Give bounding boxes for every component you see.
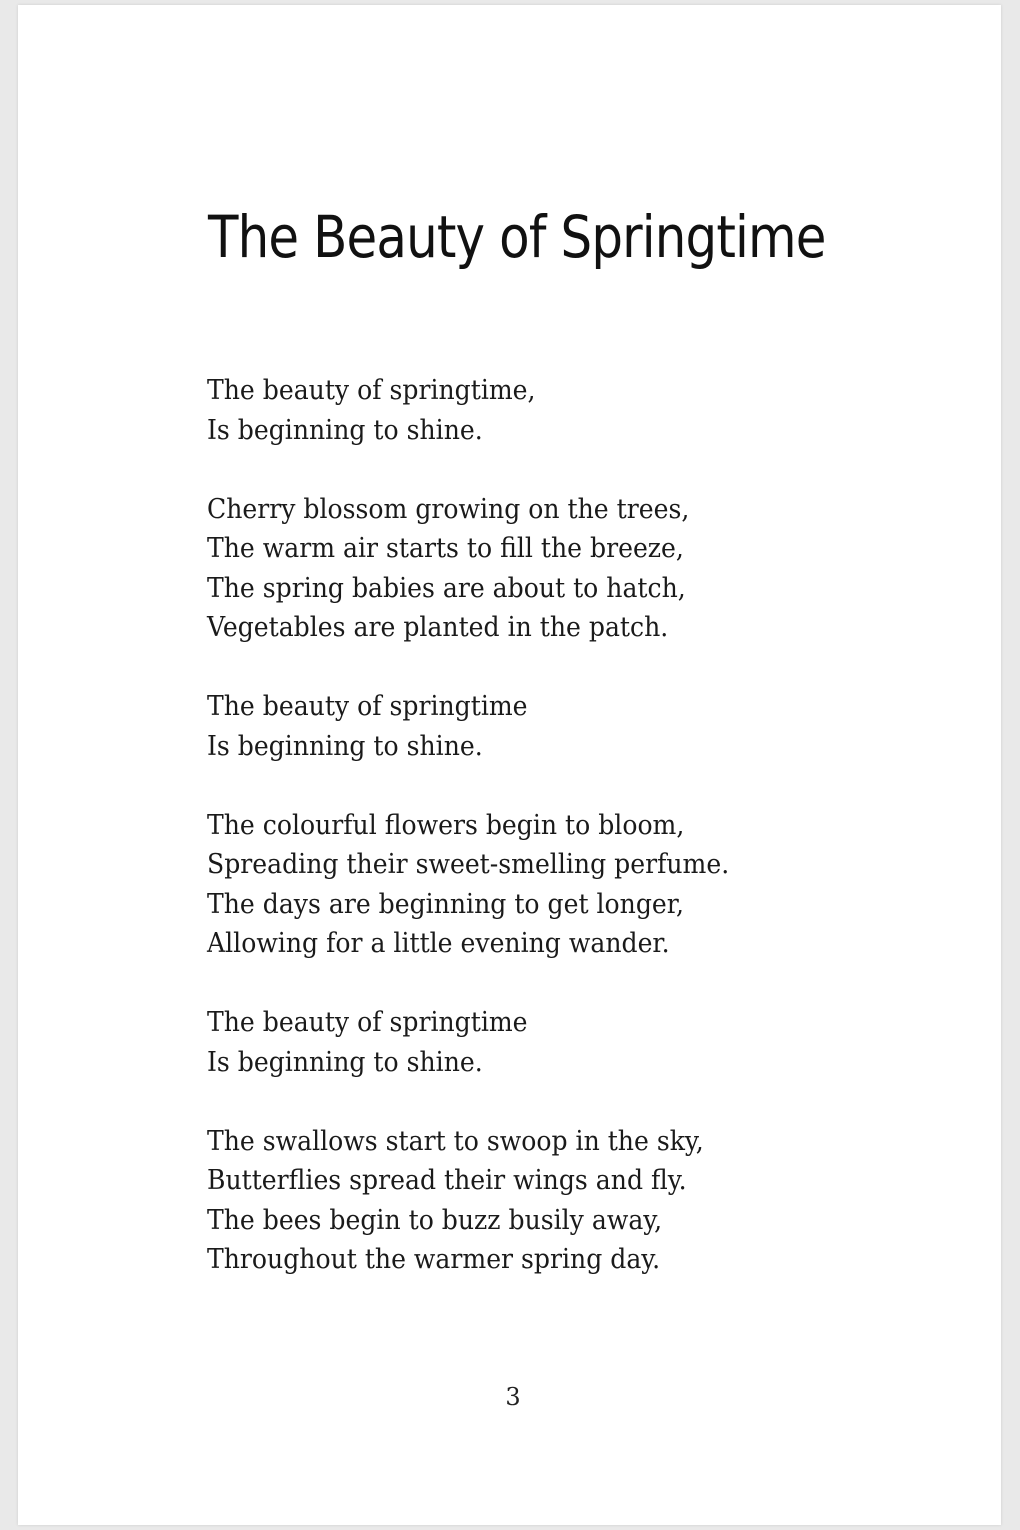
poem-line: Spreading their sweet-smelling perfume.	[207, 849, 730, 880]
stanza-4	[207, 806, 907, 964]
stanza-2	[207, 490, 907, 648]
poem-line: The swallows start to swoop in the sky,	[207, 1125, 704, 1157]
book-page	[18, 5, 1001, 1525]
poem-line: The bees begin to buzz busily away,	[207, 1204, 663, 1236]
poem-line: Allowing for a little evening wander.	[207, 928, 670, 959]
poem-line: Butterflies spread their wings and fly.	[207, 1165, 687, 1196]
poem-line: The warm air starts to fill the breeze,	[207, 533, 684, 564]
poem-line: Is beginning to shine.	[207, 414, 483, 446]
stanza-5	[207, 1003, 907, 1082]
poem-line: Is beginning to shine.	[207, 730, 483, 762]
poem-body	[207, 371, 907, 1319]
page-number: 3	[505, 1383, 521, 1411]
poem-line: The days are beginning to get longer,	[207, 888, 685, 920]
stanza-3	[207, 687, 907, 766]
poem-line: Vegetables are planted in the patch.	[207, 612, 669, 643]
stanza-1	[207, 371, 907, 450]
poem-line: Is beginning to shine.	[207, 1046, 483, 1078]
poem-line: The beauty of springtime	[207, 691, 528, 722]
stanza-6	[207, 1122, 907, 1280]
poem-line: The colourful flowers begin to bloom,	[207, 809, 685, 841]
poem-line: The beauty of springtime,	[207, 375, 536, 406]
poem-line: The beauty of springtime	[207, 1007, 528, 1038]
poem-line: Throughout the warmer spring day.	[207, 1244, 661, 1275]
poem-line: Cherry blossom growing on the trees,	[207, 493, 690, 525]
poem-title: The Beauty of Springtime	[208, 203, 826, 271]
poem-line: The spring babies are about to hatch,	[207, 572, 686, 604]
